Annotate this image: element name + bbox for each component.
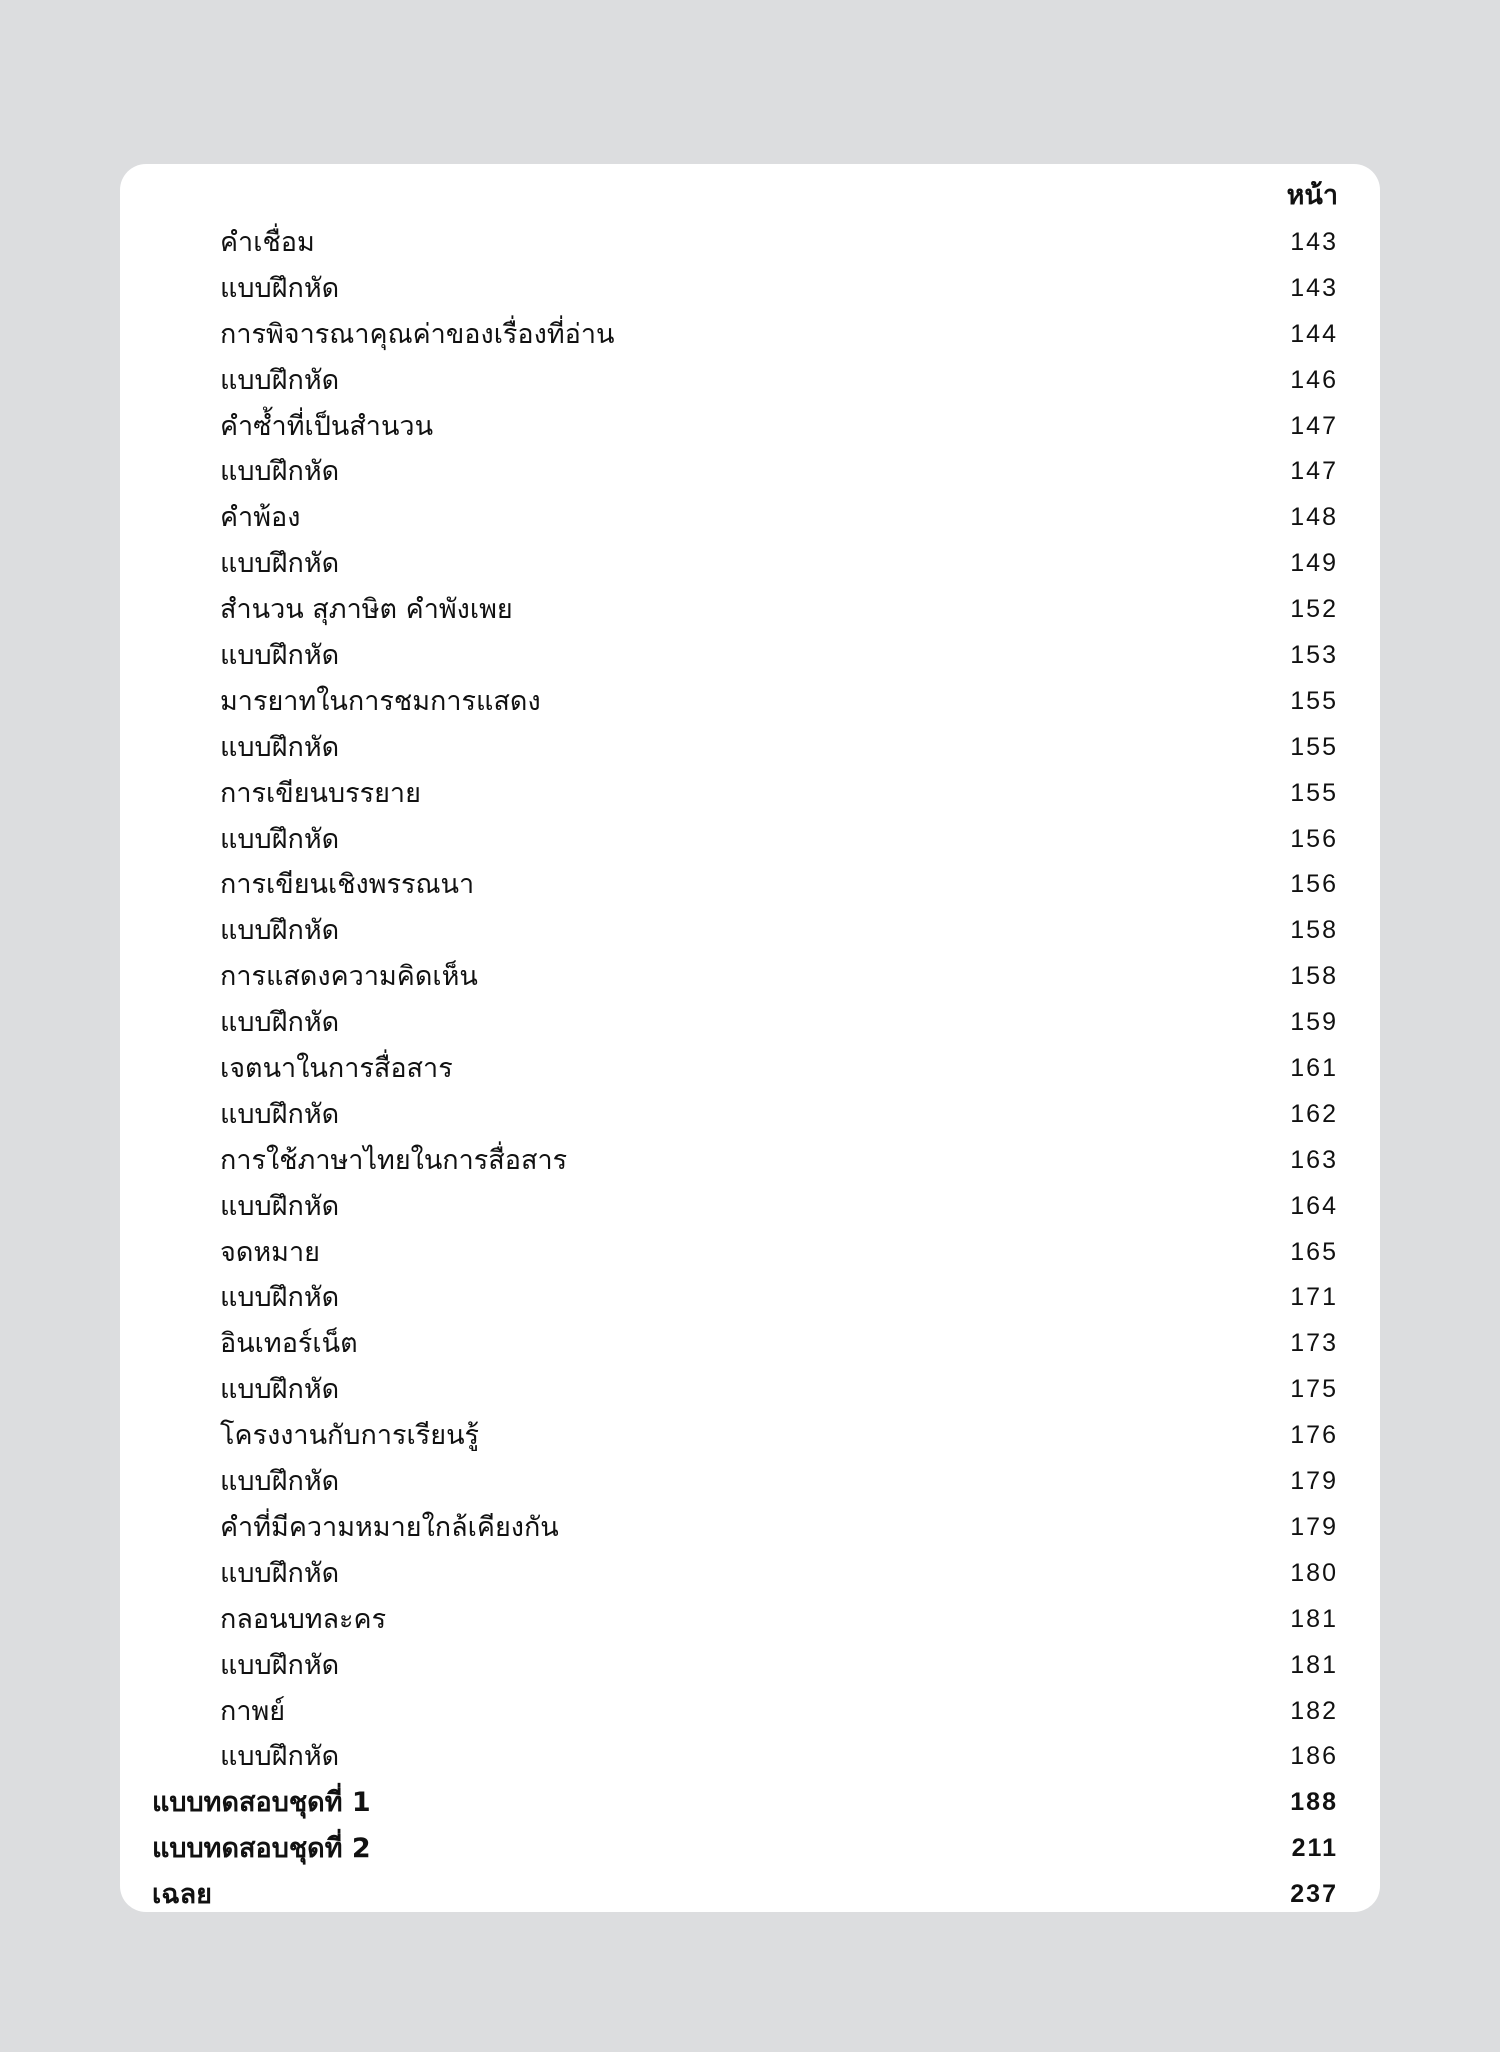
toc-entry — [120, 1184, 1380, 1230]
toc-entry-page-number: 164 — [1290, 1191, 1338, 1220]
toc-entry — [120, 1367, 1380, 1413]
toc-entry — [120, 679, 1380, 725]
toc-entry — [120, 1321, 1380, 1367]
toc-entry — [120, 771, 1380, 817]
toc-entry-title: การเขียนเชิงพรรณนา — [220, 869, 475, 901]
toc-entry-title: แบบทดสอบชุดที่ 2 — [152, 1833, 371, 1865]
toc-entry — [120, 954, 1380, 1000]
toc-entry — [120, 266, 1380, 312]
toc-entry-page-number: 143 — [1290, 273, 1338, 302]
toc-entry-page-number: 158 — [1290, 916, 1338, 945]
toc-entry-title: แบบฝึกหัด — [220, 1557, 340, 1589]
toc-list — [120, 220, 1380, 1918]
toc-entry-title: แบบทดสอบชุดที่ 1 — [152, 1787, 371, 1819]
toc-entry-title: แบบฝึกหัด — [220, 272, 340, 304]
toc-entry-title: การพิจารณาคุณค่าของเรื่องที่อ่าน — [220, 318, 615, 350]
toc-entry-page-number: 173 — [1290, 1329, 1338, 1358]
toc-entry — [120, 633, 1380, 679]
toc-entry-page-number: 237 — [1290, 1880, 1338, 1909]
toc-entry — [120, 1092, 1380, 1138]
toc-entry-title: แบบฝึกหัด — [220, 1649, 340, 1681]
toc-entry-title: แบบฝึกหัด — [220, 731, 340, 763]
toc-entry-page-number: 175 — [1290, 1375, 1338, 1404]
toc-entry-title: แบบฝึกหัด — [220, 640, 340, 672]
toc-entry-page-number: 211 — [1291, 1834, 1338, 1863]
toc-entry-page-number: 156 — [1290, 870, 1338, 899]
toc-entry-title: แบบฝึกหัด — [220, 456, 340, 488]
toc-entry — [120, 495, 1380, 541]
toc-entry-page-number: 155 — [1290, 778, 1338, 807]
toc-entry-page-number: 171 — [1290, 1283, 1338, 1312]
toc-entry-page-number: 153 — [1290, 641, 1338, 670]
toc-entry-title: การเขียนบรรยาย — [220, 777, 421, 809]
toc-entry-title: โครงงานกับการเรียนรู้ — [220, 1420, 480, 1452]
toc-entry — [120, 541, 1380, 587]
toc-entry — [120, 1138, 1380, 1184]
toc-entry — [120, 404, 1380, 450]
toc-entry-title: แบบฝึกหัด — [220, 364, 340, 396]
toc-entry-title: จดหมาย — [220, 1236, 320, 1268]
toc-entry — [120, 725, 1380, 771]
toc-entry-title: แบบฝึกหัด — [220, 1466, 340, 1498]
toc-entry-page-number: 147 — [1290, 411, 1338, 440]
toc-entry — [120, 1597, 1380, 1643]
toc-entry-page-number: 163 — [1290, 1145, 1338, 1174]
toc-entry-title: อินเทอร์เน็ต — [220, 1328, 358, 1360]
toc-entry-page-number: 181 — [1290, 1650, 1338, 1679]
toc-entry — [120, 1551, 1380, 1597]
toc-entry-title: แบบฝึกหัด — [220, 1282, 340, 1314]
toc-entry — [120, 1459, 1380, 1505]
toc-entry-title: แบบฝึกหัด — [220, 1190, 340, 1222]
toc-entry-page-number: 165 — [1290, 1237, 1338, 1266]
toc-entry-title: เฉลย — [152, 1879, 212, 1911]
toc-entry — [120, 587, 1380, 633]
page-column-header: หน้า — [1286, 180, 1338, 211]
toc-entry-page-number: 179 — [1290, 1467, 1338, 1496]
toc-entry-title: สำนวน สุภาษิต คำพังเพย — [220, 594, 513, 626]
toc-entry-page-number: 149 — [1290, 549, 1338, 578]
toc-entry-title: การแสดงความคิดเห็น — [220, 961, 478, 993]
toc-entry-page-number: 181 — [1290, 1604, 1338, 1633]
toc-entry-title: มารยาทในการชมการแสดง — [220, 685, 541, 717]
toc-entry — [120, 449, 1380, 495]
toc-entry-title: แบบฝึกหัด — [220, 915, 340, 947]
toc-entry — [120, 1413, 1380, 1459]
toc-page — [120, 164, 1380, 1912]
toc-entry — [120, 1734, 1380, 1780]
toc-entry — [120, 1000, 1380, 1046]
toc-entry-page-number: 155 — [1290, 686, 1338, 715]
toc-entry-title: คำเชื่อม — [220, 227, 315, 258]
toc-entry — [120, 1643, 1380, 1689]
toc-entry-title: กาพย์ — [220, 1695, 286, 1727]
toc-entry — [120, 1505, 1380, 1551]
toc-entry-title: แบบฝึกหัด — [220, 1741, 340, 1773]
toc-entry-title: แบบฝึกหัด — [220, 823, 340, 855]
toc-entry-page-number: 143 — [1290, 228, 1338, 256]
toc-entry-title: เจตนาในการสื่อสาร — [220, 1053, 453, 1085]
toc-entry — [120, 220, 1380, 266]
toc-entry — [120, 1275, 1380, 1321]
toc-entry-page-number: 156 — [1290, 824, 1338, 853]
toc-entry — [120, 908, 1380, 954]
toc-entry-page-number: 147 — [1290, 457, 1338, 486]
toc-entry-page-number: 158 — [1290, 962, 1338, 991]
toc-section-entry — [120, 1872, 1380, 1918]
toc-entry-page-number: 146 — [1290, 365, 1338, 394]
toc-entry — [120, 1689, 1380, 1735]
toc-entry — [120, 817, 1380, 863]
toc-entry-title: คำที่มีความหมายใกล้เคียงกัน — [220, 1511, 559, 1543]
toc-section-entry — [120, 1780, 1380, 1826]
toc-entry — [120, 1230, 1380, 1276]
toc-entry-title: กลอนบทละคร — [220, 1603, 387, 1635]
toc-entry-page-number: 180 — [1290, 1558, 1338, 1587]
toc-entry — [120, 312, 1380, 358]
toc-entry-page-number: 152 — [1290, 595, 1338, 624]
toc-entry-page-number: 155 — [1290, 732, 1338, 761]
toc-entry-page-number: 182 — [1290, 1696, 1338, 1725]
toc-entry-title: แบบฝึกหัด — [220, 1098, 340, 1130]
toc-entry-page-number: 144 — [1290, 319, 1338, 348]
toc-entry-title: แบบฝึกหัด — [220, 1374, 340, 1406]
toc-entry-page-number: 188 — [1290, 1788, 1338, 1817]
toc-entry-title: แบบฝึกหัด — [220, 548, 340, 580]
toc-entry-title: คำซ้ำที่เป็นสำนวน — [220, 410, 434, 442]
toc-entry-title: แบบฝึกหัด — [220, 1007, 340, 1039]
toc-entry-page-number: 161 — [1290, 1054, 1338, 1083]
toc-section-entry — [120, 1826, 1380, 1872]
toc-entry-page-number: 179 — [1290, 1512, 1338, 1541]
toc-entry — [120, 862, 1380, 908]
toc-entry-page-number: 159 — [1290, 1008, 1338, 1037]
toc-entry-page-number: 162 — [1290, 1099, 1338, 1128]
toc-entry-page-number: 176 — [1290, 1421, 1338, 1450]
toc-entry-page-number: 148 — [1290, 503, 1338, 532]
toc-entry — [120, 358, 1380, 404]
toc-entry-title: การใช้ภาษาไทยในการสื่อสาร — [220, 1144, 568, 1176]
toc-entry-title: คำพ้อง — [220, 502, 301, 534]
toc-entry-page-number: 186 — [1290, 1742, 1338, 1771]
toc-entry — [120, 1046, 1380, 1092]
